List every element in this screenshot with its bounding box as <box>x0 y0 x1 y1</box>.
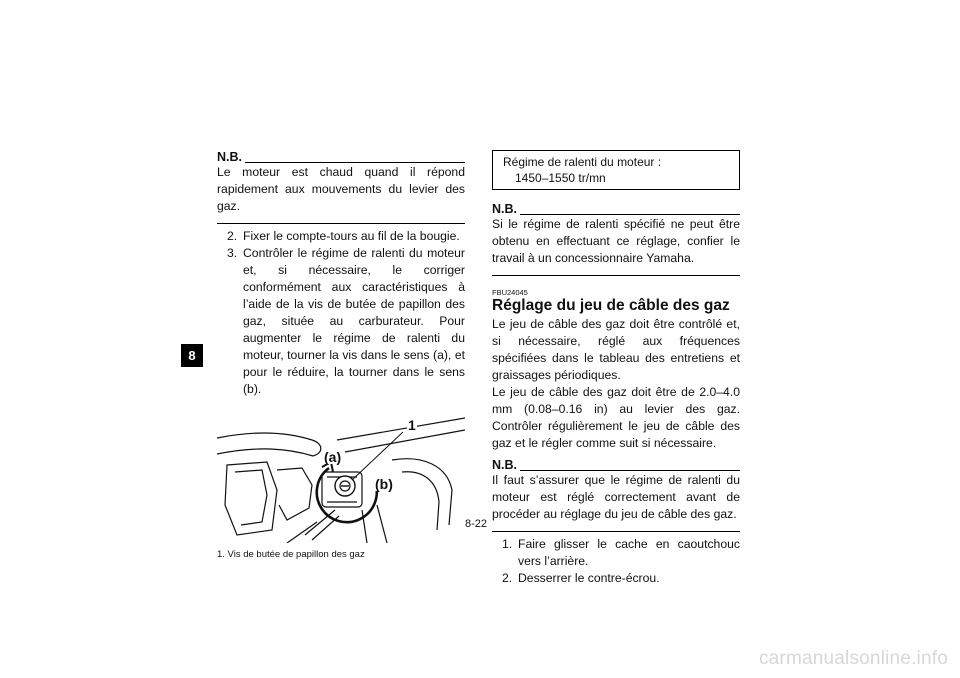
spec-label: Régime de ralenti du moteur : <box>503 155 662 169</box>
chapter-tab: 8 <box>181 344 203 367</box>
watermark: carmanualsonline.info <box>758 648 948 669</box>
step-text: Desserrer le contre-écrou. <box>518 571 660 585</box>
direction-b-label: (b) <box>375 476 393 492</box>
page-number: 8-22 <box>465 518 488 530</box>
note-block <box>217 150 465 224</box>
throttle-stop-screw-figure <box>217 410 465 543</box>
note-rule <box>520 470 740 471</box>
step-text: Faire glisser le cache en caoutchouc vers l’arrière. <box>518 537 740 568</box>
step-text: Contrôler le régime de ralenti du moteur et, si nécessaire, le corriger conformément aux caractéristiques à l’aide de la vis de butée de papillon des gaz, située au carburateur. Pour augmenter le régime de ralenti du moteur, tourner la vis dans le sens (a), et pour le réduire, la tourner dans le sens (b). <box>243 246 465 396</box>
note-rule <box>520 214 740 215</box>
list-item <box>217 245 465 398</box>
note-rule <box>245 162 465 163</box>
callout-1: 1 <box>408 417 416 433</box>
note-block <box>492 458 740 532</box>
note-header <box>492 458 740 472</box>
section-paragraph: Le jeu de câble des gaz doit être contrôlé et, si nécessaire, réglé aux fréquences spécifiées dans le tableau des entretiens et graissages périodiques. <box>492 317 740 382</box>
list-item <box>217 228 465 245</box>
step-list <box>492 536 740 587</box>
step-text: Fixer le compte-tours au fil de la bougie. <box>243 229 460 243</box>
note-header <box>492 202 740 216</box>
note-label: N.B. <box>217 150 242 164</box>
note-end-rule <box>492 531 740 532</box>
list-item <box>492 536 740 570</box>
right-column <box>492 150 740 587</box>
section-paragraph: Le jeu de câble des gaz doit être de 2.0–4.0 mm (0.08–0.16 in) au levier des gaz. Contrôler régulièrement le jeu de câble des gaz et le régler comme suit si nécessaire. <box>492 385 740 450</box>
list-item <box>492 570 740 587</box>
direction-a-label: (a) <box>324 449 342 465</box>
note-block <box>492 202 740 276</box>
carburetor-illustration <box>217 410 465 543</box>
step-number: 2. <box>227 229 238 243</box>
figure-caption: 1. Vis de butée de papillon des gaz <box>217 549 365 560</box>
section-title: Réglage du jeu de câble des gaz <box>492 297 730 314</box>
note-end-rule <box>217 223 465 224</box>
step-number: 3. <box>227 246 238 260</box>
left-column <box>217 150 465 563</box>
note-header <box>217 150 465 164</box>
note-text: Il faut s’assurer que le régime de ralenti du moteur est réglé correctement avant de procéder au réglage du jeu de câble des gaz. <box>492 473 740 521</box>
note-label: N.B. <box>492 202 517 216</box>
section-code: FBU24045 <box>492 288 528 297</box>
step-number: 2. <box>502 571 513 585</box>
step-number: 1. <box>502 537 513 551</box>
idle-speed-spec-box <box>492 150 740 190</box>
note-text: Le moteur est chaud quand il répond rapidement aux mouvements du levier des gaz. <box>217 165 465 213</box>
step-list <box>217 228 465 398</box>
note-end-rule <box>492 275 740 276</box>
note-text: Si le régime de ralenti spécifié ne peut être obtenu en effectuant ce réglage, confier le travail à un concessionnaire Yamaha. <box>492 217 740 265</box>
spec-value: 1450–1550 tr/mn <box>515 171 606 185</box>
note-label: N.B. <box>492 458 517 472</box>
